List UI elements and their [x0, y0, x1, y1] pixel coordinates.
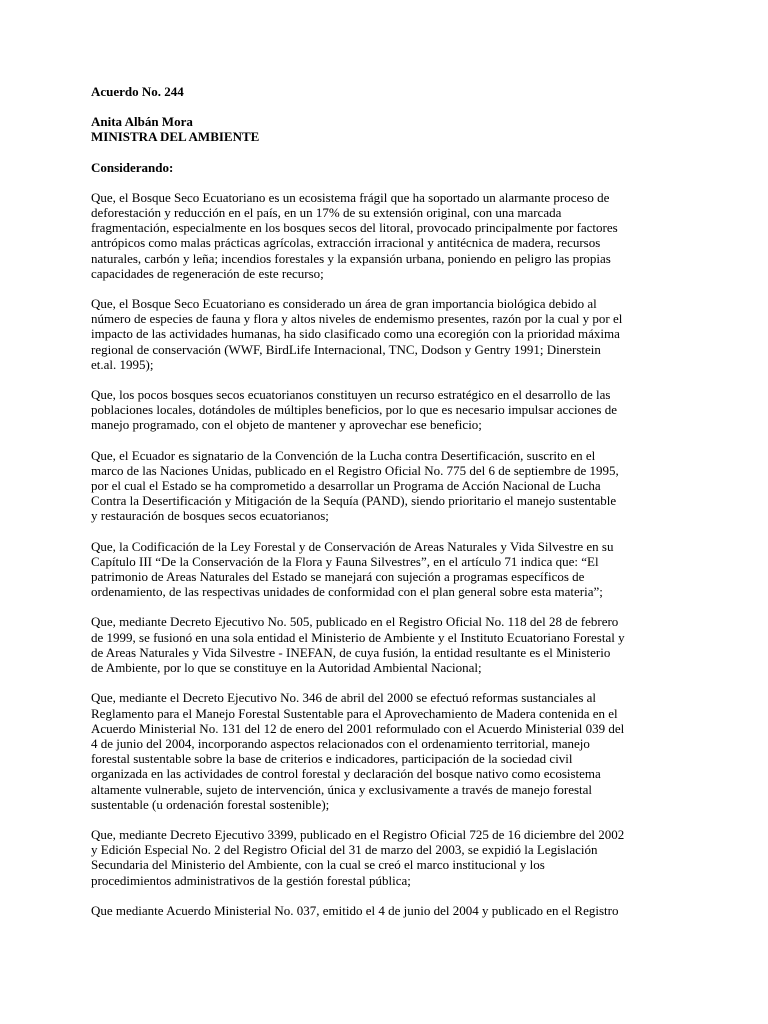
spacer — [91, 372, 679, 387]
spacer — [91, 888, 679, 903]
spacer — [91, 145, 679, 160]
paragraph-line: marco de las Naciones Unidas, publicado en el Registro Oficial No. 775 del 6 de septiembre de 1995, — [91, 462, 619, 478]
paragraph-line: patrimonio de Areas Naturales del Estado se manejará con sujeción a programas específicos de — [91, 569, 585, 585]
paragraph-line: Que, mediante Decreto Ejecutivo No. 505, publicado en el Registro Oficial No. 118 del 28 de febrero — [91, 614, 619, 630]
paragraph — [91, 903, 679, 918]
paragraph-list — [91, 190, 679, 918]
paragraph-line: ordenamiento, de las respectivas unidades de conformidad con el plan general sobre esta materia”; — [91, 584, 603, 600]
paragraph-line: número de especies de fauna y flora y altos niveles de endemismo presentes, razón por la cual y por el — [91, 311, 623, 327]
paragraph — [91, 614, 679, 675]
paragraph — [91, 827, 679, 888]
paragraph-line: altamente vulnerable, sujeto de intervención, única y exclusivamente a través de manejo forestal — [91, 781, 593, 797]
paragraph-line: Reglamento para el Manejo Forestal Sustentable para el Aprovechamiento de Madera contenida en el — [91, 705, 618, 721]
paragraph-line: sustentable (u ordenación forestal sostenible); — [91, 796, 330, 812]
paragraph-line: procedimientos administrativos de la gestión forestal pública; — [91, 872, 411, 888]
spacer — [91, 281, 679, 296]
paragraph — [91, 448, 679, 524]
paragraph-line: deforestación y reducción en el país, en un 17% de su extensión original, con una marcada — [91, 205, 562, 221]
paragraph-line: forestal sustentable sobre la base de criterios e indicadores, participación de la sociedad civil — [91, 751, 573, 767]
paragraph — [91, 539, 679, 600]
paragraph-line: Que, mediante Decreto Ejecutivo 3399, publicado en el Registro Oficial 725 de 16 diciembre del 2002 — [91, 826, 625, 842]
paragraph-line: Acuerdo Ministerial No. 131 del 12 de enero del 2001 reformulado con el Acuerdo Ministerial 039 del — [91, 720, 625, 736]
paragraph-line: et.al. 1995); — [91, 356, 154, 372]
considering-heading: Considerando: — [91, 159, 174, 175]
paragraph-line: y restauración de bosques secos ecuatorianos; — [91, 508, 329, 524]
paragraph-line: organizada en las actividades de control forestal y declaración del bosque nativo como ecosistema — [91, 766, 601, 782]
paragraph-line: Que, los pocos bosques secos ecuatorianos constituyen un recurso estratégico en el desarrollo de las — [91, 387, 611, 403]
paragraph — [91, 690, 679, 812]
spacer — [91, 175, 679, 190]
paragraph-line: Que, la Codificación de la Ley Forestal y de Conservación de Areas Naturales y Vida Silvestre en su — [91, 538, 614, 554]
paragraph-line: Que, el Bosque Seco Ecuatoriano es un ecosistema frágil que ha soportado un alarmante proceso de — [91, 189, 610, 205]
paragraph-line: manejo programado, con el objeto de mantener y aprovechar ese beneficio; — [91, 417, 482, 433]
spacer — [91, 599, 679, 614]
paragraph-line: Capítulo III “De la Conservación de la Flora y Fauna Silvestres”, en el artículo 71 indica que: “El — [91, 553, 599, 569]
paragraph-line: Que mediante Acuerdo Ministerial No. 037, emitido el 4 de junio del 2004 y publicado en el Registro — [91, 902, 619, 918]
spacer — [91, 433, 679, 448]
document-page — [91, 84, 679, 918]
paragraph-line: por el cual el Estado se ha comprometido a desarrollar un Programa de Acción Nacional de Lucha — [91, 478, 601, 494]
spacer — [91, 99, 679, 114]
paragraph-line: de Ambiente, por lo que se constituye en la Autoridad Ambiental Nacional; — [91, 660, 482, 676]
paragraph-line: fragmentación, especialmente en los bosques secos del litoral, provocado principalmente por factores — [91, 220, 618, 236]
paragraph — [91, 296, 679, 372]
paragraph-line: naturales, carbón y leña; incendios forestales y la expansión urbana, poniendo en peligro las propias — [91, 250, 611, 266]
spacer — [91, 812, 679, 827]
paragraph-line: impacto de las actividades humanas, ha sido clasificado como una ecoregión con la prioridad máxima — [91, 326, 620, 342]
paragraph-line: antrópicos como malas prácticas agrícolas, extracción irracional y antitécnica de madera, recursos — [91, 235, 601, 251]
paragraph-line: regional de conservación (WWF, BirdLife Internacional, TNC, Dodson y Gentry 1991; Dinerstein — [91, 341, 601, 357]
paragraph-line: Que, el Ecuador es signatario de la Convención de la Lucha contra Desertificación, suscrito en el — [91, 447, 596, 463]
paragraph-line: y Edición Especial No. 2 del Registro Oficial del 31 de marzo del 2003, se expidió la Legislación — [91, 842, 598, 858]
paragraph-line: Que, el Bosque Seco Ecuatoriano es considerado un área de gran importancia biológica debido al — [91, 296, 597, 312]
paragraph-line: Contra la Desertificación y Mitigación de la Sequía (PAND), siendo prioritario el manejo sustentable — [91, 493, 617, 509]
paragraph-line: de 1999, se fusionó en una sola entidad el Ministerio de Ambiente y el Instituto Ecuatoriano Forestal y — [91, 629, 625, 645]
paragraph-line: de Areas Naturales y Vida Silvestre - INEFAN, de cuya fusión, la entidad resultante es el Ministerio — [91, 644, 611, 660]
paragraph-line: capacidades de regeneración de este recurso; — [91, 265, 324, 281]
paragraph-line: poblaciones locales, dotándoles de múltiples beneficios, por lo que es necesario impulsar acciones de — [91, 402, 617, 418]
paragraph-line: 4 de junio del 2004, incorporando aspectos relacionados con el ordenamiento territorial, manejo — [91, 735, 590, 751]
spacer — [91, 524, 679, 539]
paragraph — [91, 190, 679, 281]
paragraph-line: Secundaria del Ministerio del Ambiente, con la cual se creó el marco institucional y los — [91, 857, 545, 873]
paragraph — [91, 387, 679, 433]
paragraph-line: Que, mediante el Decreto Ejecutivo No. 346 de abril del 2000 se efectuó reformas sustanciales al — [91, 690, 597, 706]
author-name: Anita Albán Mora — [91, 114, 193, 130]
document-title: Acuerdo No. 244 — [91, 84, 184, 99]
spacer — [91, 675, 679, 690]
author-role: MINISTRA DEL AMBIENTE — [91, 129, 260, 145]
